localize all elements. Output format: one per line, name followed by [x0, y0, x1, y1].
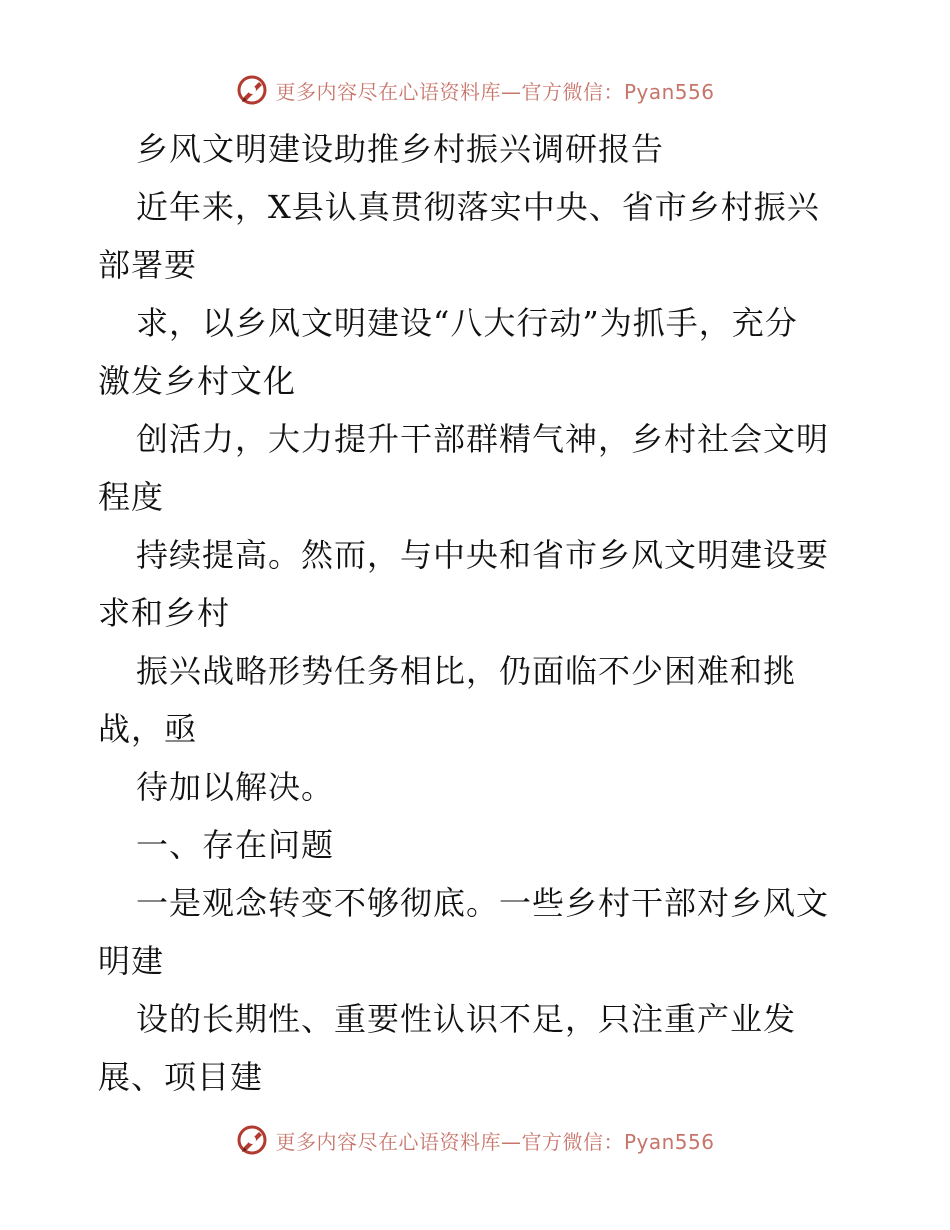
paragraph-line: 持续提高。然而，与中央和省市乡风文明建设要 [136, 536, 830, 574]
footer-watermark-banner [0, 1120, 950, 1160]
header-watermark-text: 更多内容尽在心语资料库—官方微信：Pyan556 [275, 79, 715, 104]
paragraph-line: 求，以乡风文明建设“八大行动”为抓手，充分 [136, 304, 798, 342]
paragraph-line: 部署要 [98, 246, 198, 284]
header-watermark-banner [0, 70, 950, 110]
paragraph-line: 激发乡村文化 [98, 362, 297, 400]
footer-watermark-text: 更多内容尽在心语资料库—官方微信：Pyan556 [275, 1129, 715, 1154]
paragraph-line: 明建 [98, 942, 165, 980]
paragraph-line: 程度 [98, 478, 165, 516]
paragraph-line: 一是观念转变不够彻底。一些乡村干部对乡风文 [136, 884, 830, 922]
document-title: 乡风文明建设助推乡村振兴调研报告 [136, 130, 665, 168]
paragraph-line: 待加以解决。 [136, 768, 335, 806]
paragraph-line: 战，亟 [98, 710, 198, 748]
paragraph-line: 创活力，大力提升干部群精气神，乡村社会文明 [136, 420, 830, 458]
paragraph-line: 展、项目建 [98, 1058, 264, 1096]
pen-logo-icon [235, 73, 269, 107]
document-body [98, 120, 858, 1106]
paragraph-line: 近年来，X县认真贯彻落实中央、省市乡村振兴 [136, 188, 820, 226]
paragraph-line: 求和乡村 [98, 594, 231, 632]
paragraph-line: 振兴战略形势任务相比，仍面临不少困难和挑 [136, 652, 797, 690]
pen-logo-icon [235, 1123, 269, 1157]
paragraph-line: 设的长期性、重要性认识不足，只注重产业发 [136, 1000, 797, 1038]
section-heading: 一、存在问题 [136, 826, 335, 864]
